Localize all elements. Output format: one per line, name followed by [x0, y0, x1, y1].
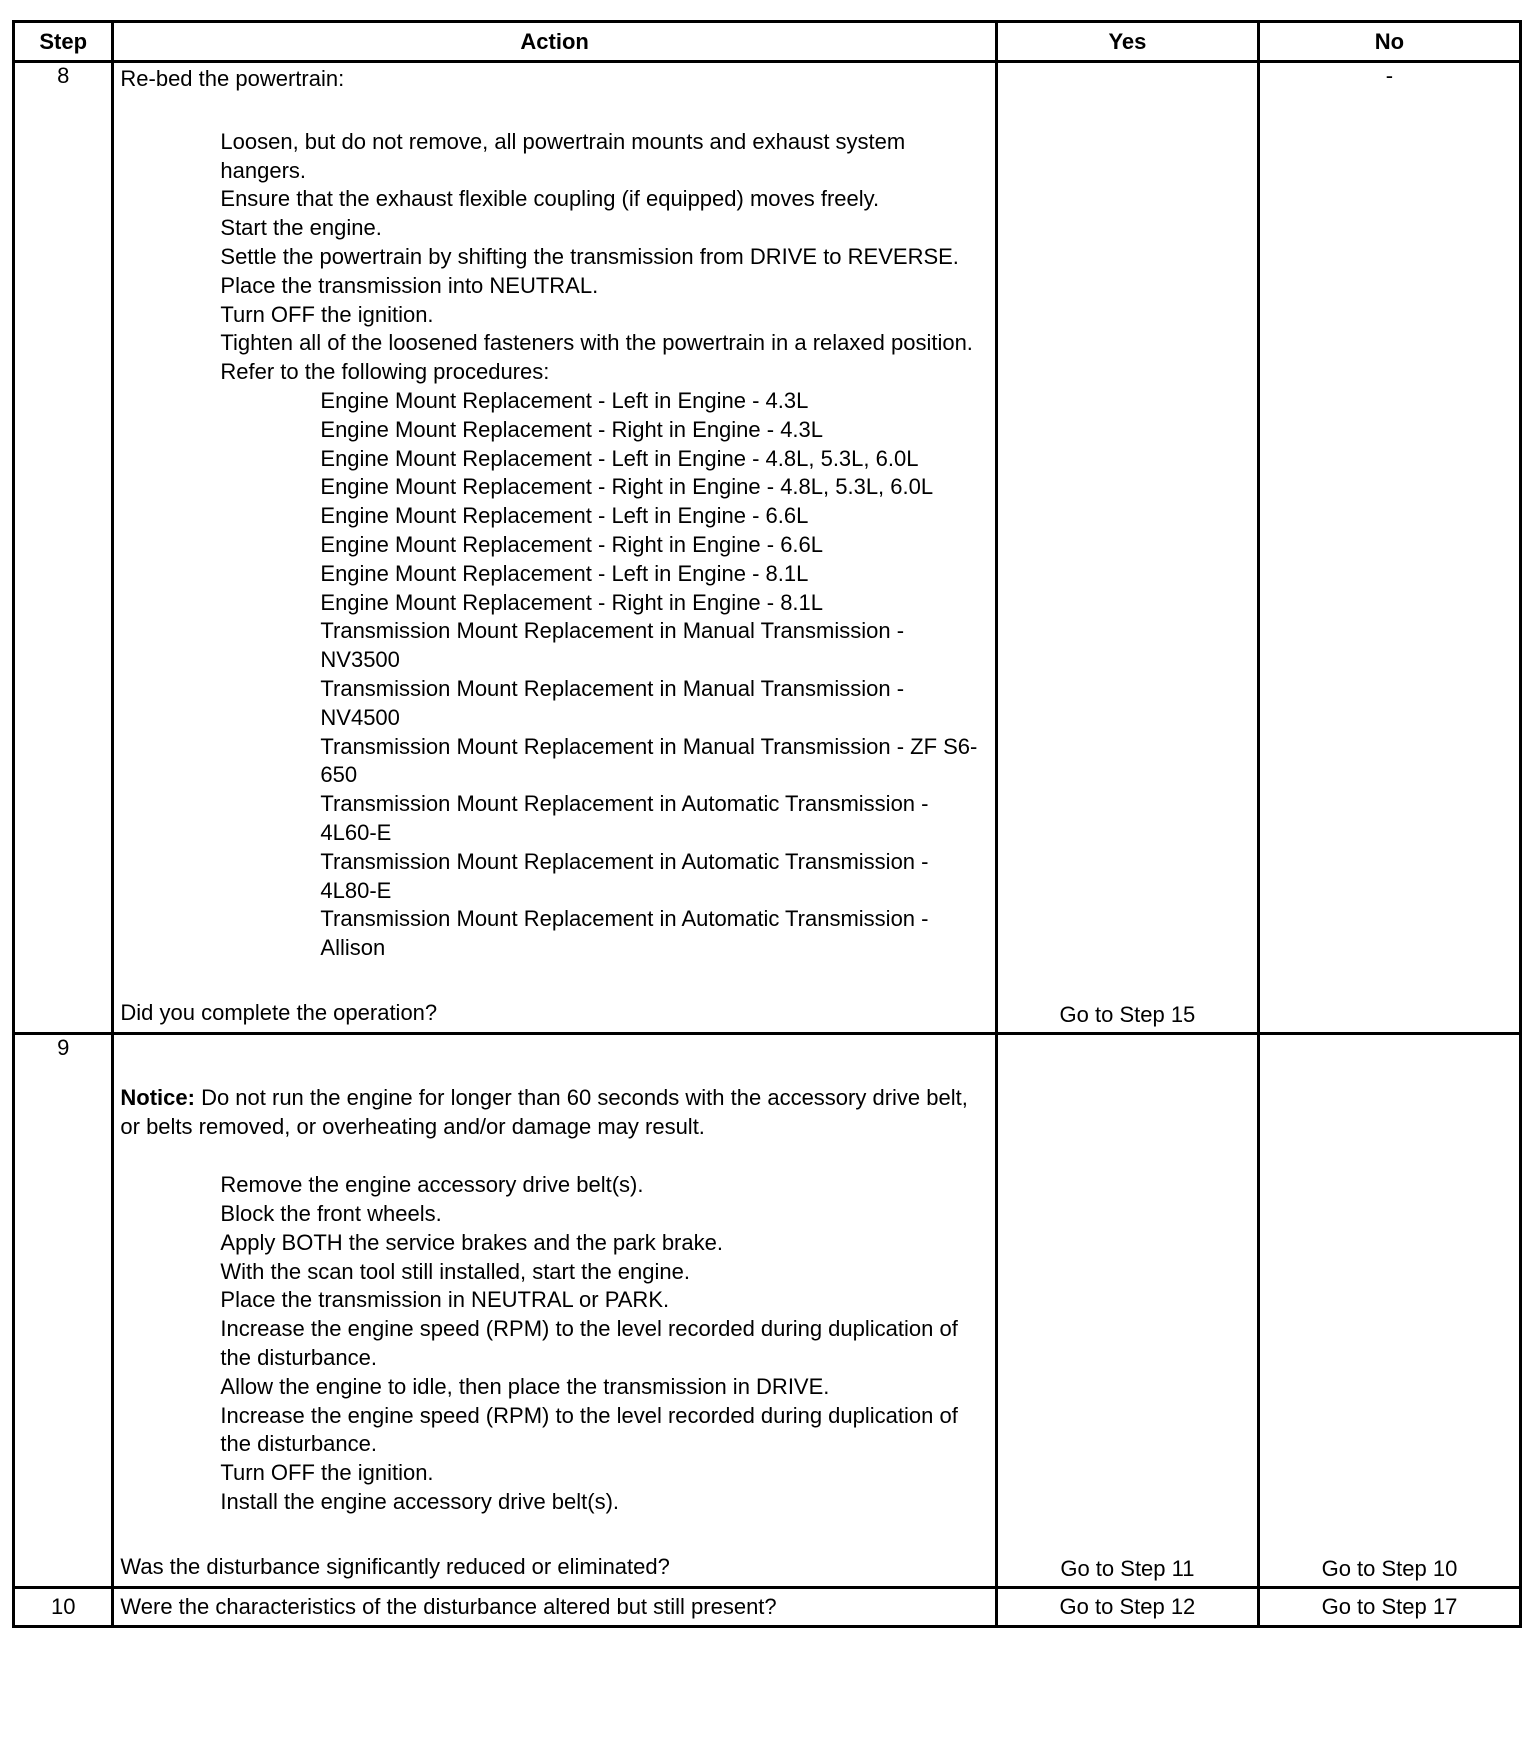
list-item: [220, 329, 989, 963]
procedure-link[interactable]: Engine Mount Replacement - Right in Engine - 4.8L, 5.3L, 6.0L: [320, 474, 934, 500]
list-item: Turn OFF the ignition.: [220, 301, 434, 327]
procedure-link[interactable]: Transmission Mount Replacement in Automatic Transmission - 4L80-E: [320, 848, 929, 903]
procedure-link[interactable]: Transmission Mount Replacement in Automatic Transmission - 4L60-E: [320, 791, 929, 845]
notice-text: [120, 1084, 989, 1142]
action-question: Were the characteristics of the disturbance altered but still present?: [113, 1587, 997, 1626]
no-result-link[interactable]: Go to Step 10: [1321, 1555, 1458, 1581]
procedure-link[interactable]: Engine Mount Replacement - Left in Engine - 4.8L, 5.3L, 6.0L: [320, 445, 919, 471]
header-row: [14, 22, 1521, 62]
procedure-link[interactable]: Engine Mount Replacement - Right in Engine - 8.1L: [320, 589, 824, 615]
list-item: Install the engine accessory drive belt(s).: [220, 1489, 620, 1515]
action-cell: [113, 1033, 997, 1587]
action-cell: [113, 62, 997, 1034]
procedure-list: [220, 387, 989, 963]
yes-result-link[interactable]: Go to Step 12: [996, 1587, 1258, 1626]
list-item: Ensure that the exhaust flexible coupling (if equipped) moves freely.: [220, 186, 880, 212]
table-row-step-9: [14, 1033, 1521, 1587]
step-number: 9: [14, 1033, 113, 1587]
procedure-link[interactable]: Engine Mount Replacement - Left in Engine - 6.6L: [320, 503, 809, 529]
list-item: Turn OFF the ignition.: [220, 1460, 434, 1486]
list-item: Block the front wheels.: [220, 1201, 442, 1227]
list-item: Loosen, but do not remove, all powertrain mounts and exhaust system hangers.: [220, 128, 906, 183]
procedure-link[interactable]: Transmission Mount Replacement in Manual Transmission - NV4500: [320, 675, 905, 730]
header-action: Action: [113, 22, 997, 62]
list-item-text: Tighten all of the loosened fasteners with the powertrain in a relaxed position. Refer to the following procedures:: [220, 330, 973, 385]
notice-body: Do not run the engine for longer than 60 seconds with the accessory drive belt, or belts removed, or overheating and/or damage may result.: [120, 1084, 968, 1139]
diagnostic-table: [12, 20, 1522, 1628]
yes-cell: [996, 62, 1258, 1034]
action-steps-list: [120, 1171, 989, 1517]
list-item: Place the transmission into NEUTRAL.: [220, 272, 599, 298]
procedure-link[interactable]: Engine Mount Replacement - Left in Engine - 4.3L: [320, 387, 809, 413]
header-yes: Yes: [996, 22, 1258, 62]
step-number: 10: [14, 1587, 113, 1626]
step-number: 8: [14, 62, 113, 1034]
procedure-link[interactable]: Engine Mount Replacement - Left in Engine - 8.1L: [320, 560, 809, 586]
list-item: Apply BOTH the service brakes and the park brake.: [220, 1229, 723, 1255]
action-steps-list: [120, 128, 989, 963]
yes-result-link[interactable]: Go to Step 11: [1060, 1555, 1195, 1581]
action-question: Was the disturbance significantly reduced or eliminated?: [120, 1553, 670, 1579]
list-item: Increase the engine speed (RPM) to the level recorded during duplication of the disturbance.: [220, 1316, 958, 1371]
action-intro: Re-bed the powertrain:: [120, 66, 345, 91]
procedure-link[interactable]: Engine Mount Replacement - Right in Engine - 6.6L: [320, 531, 824, 557]
procedure-link[interactable]: Transmission Mount Replacement in Manual Transmission - ZF S6-650: [320, 733, 978, 788]
list-item: Allow the engine to idle, then place the transmission in DRIVE.: [220, 1373, 830, 1399]
yes-cell: [996, 1033, 1258, 1587]
no-result-link[interactable]: Go to Step 17: [1258, 1587, 1520, 1626]
procedure-link[interactable]: Engine Mount Replacement - Right in Engine - 4.3L: [320, 416, 824, 442]
header-step: Step: [14, 22, 113, 62]
no-cell: [1258, 1033, 1520, 1587]
no-result: -: [1258, 62, 1520, 1034]
procedure-link[interactable]: Transmission Mount Replacement in Automatic Transmission - Allison: [320, 906, 929, 961]
list-item: Place the transmission in NEUTRAL or PARK.: [220, 1287, 670, 1313]
list-item: Settle the powertrain by shifting the transmission from DRIVE to REVERSE.: [220, 243, 959, 269]
notice-label: Notice:: [120, 1084, 195, 1110]
list-item: Start the engine.: [220, 215, 382, 241]
procedure-link[interactable]: Transmission Mount Replacement in Manual Transmission - NV3500: [320, 618, 905, 673]
table-row-step-10: [14, 1587, 1521, 1626]
list-item: Increase the engine speed (RPM) to the level recorded during duplication of the disturbance.: [220, 1402, 958, 1457]
table-row-step-8: [14, 62, 1521, 1034]
action-question: Did you complete the operation?: [120, 999, 438, 1025]
yes-result-link[interactable]: Go to Step 15: [1059, 1001, 1196, 1027]
list-item: Remove the engine accessory drive belt(s).: [220, 1172, 644, 1198]
list-item: With the scan tool still installed, start the engine.: [220, 1258, 690, 1284]
header-no: No: [1258, 22, 1520, 62]
